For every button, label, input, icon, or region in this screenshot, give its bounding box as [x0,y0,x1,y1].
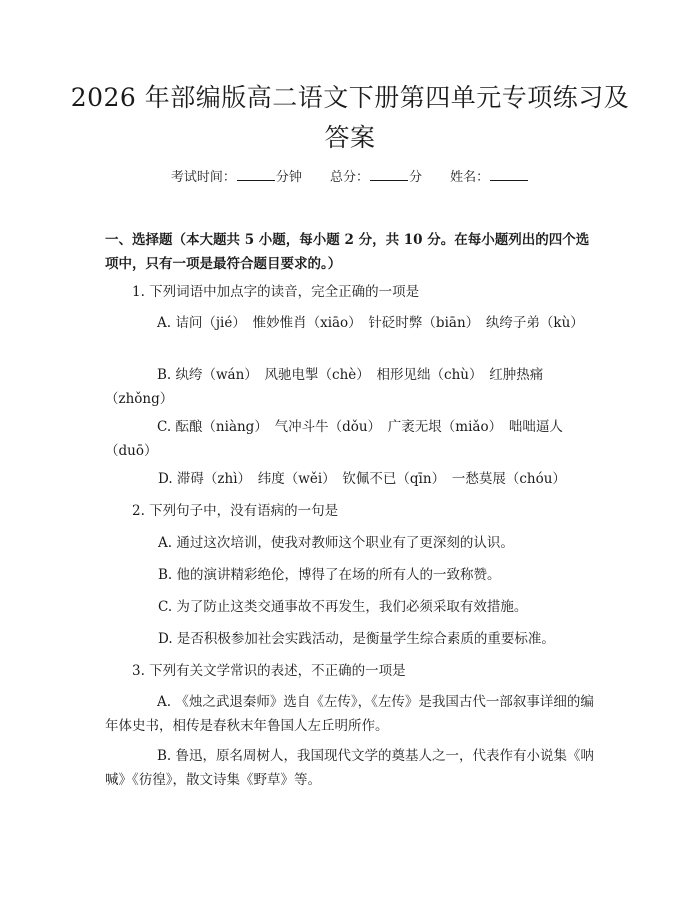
page-title: 2026 年部编版高二语文下册第四单元专项练习及答案 [70,83,630,152]
total-score-unit: 分 [409,170,423,185]
student-name-label: 姓名： [450,170,490,185]
question-3-stem: 3. 下列有关文学常识的表述，不正确的一项是 [132,663,406,679]
student-name-blank[interactable] [490,168,528,181]
question-1-stem: 1. 下列词语中加点字的读音，完全正确的一项是 [132,284,420,300]
exam-time [171,170,302,185]
question-1-option-b: B. 纨绔（wán） 风驰电掣（chè） 相形见绌（chù） 红肿热痛（zhǒng） [105,367,544,407]
total-score-label: 总分： [329,170,369,185]
total-score [330,170,422,185]
exam-time-blank[interactable] [237,168,275,181]
question-3-option-b: B. 鲁迅，原名周树人，我国现代文学的奠基人之一，代表作有小说集《呐喊》《彷徨》，散文诗集《野草》等。 [105,748,595,788]
question-1-option-a: A. 诘问（jié） 惟妙惟肖（xiāo） 针砭时弊（biān） 纨绔子弟（kù） [157,315,584,331]
exam-info [0,168,700,188]
question-2-option-a: A. 通过这次培训，使我对教师这个职业有了更深刻的认识。 [158,535,514,551]
question-3-option-a: A. 《烛之武退秦师》选自《左传》，《左传》是我国古代一部叙事详细的编年体史书，相传是春秋末年鲁国人左丘明所作。 [105,694,594,734]
question-2-option-c: C. 为了防止这类交通事故不再发生，我们必须采取有效措施。 [158,599,528,615]
student-name [450,170,529,185]
total-score-blank[interactable] [370,168,408,181]
question-1-option-d: D. 滞碍（zhì） 纬度（wěi） 钦佩不已（qīn） 一愁莫展（chóu） [158,471,566,487]
exam-time-label: 考试时间： [170,170,236,185]
exam-time-unit: 分钟 [275,170,302,185]
section-heading: 一、选择题（本大题共 5 小题，每小题 2 分，共 10 分。在每小题列出的四个选项中，只有一项是最符合题目要求的。） [105,232,590,272]
question-1-option-c: C. 酝酿（niàng） 气冲斗牛（dǒu） 广袤无垠（miǎo） 咄咄逼人（duō） [105,419,563,459]
question-2-stem: 2. 下列句子中，没有语病的一句是 [132,503,339,519]
question-2-option-b: B. 他的演讲精彩绝伦，博得了在场的所有人的一致称赞。 [158,567,501,583]
question-2-option-d: D. 是否积极参加社会实践活动，是衡量学生综合素质的重要标准。 [158,631,555,647]
